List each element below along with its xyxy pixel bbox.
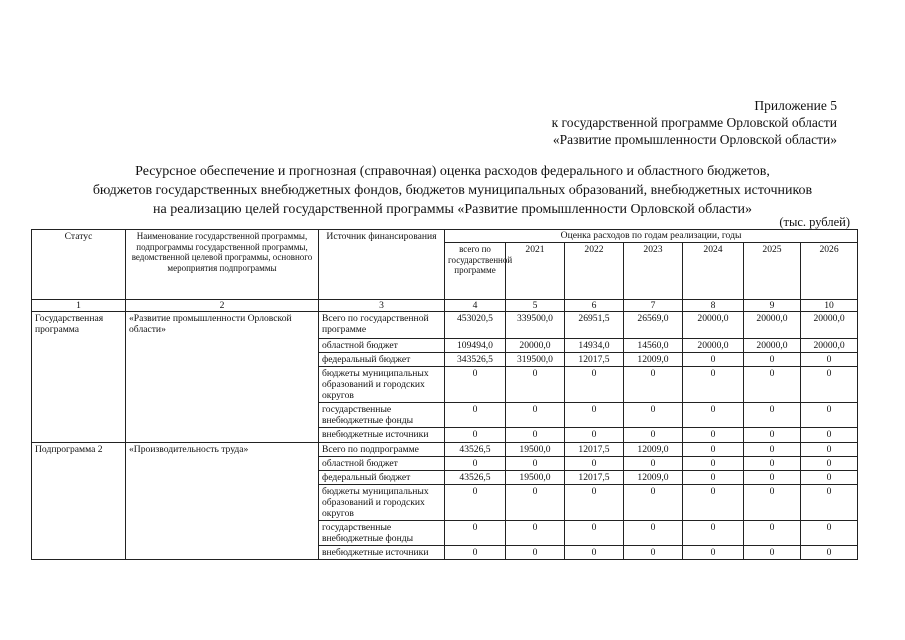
- amount-cell: 0: [801, 471, 858, 485]
- amount-cell: 0: [565, 546, 624, 560]
- amount-cell: 12017,5: [565, 353, 624, 367]
- amount-cell: 0: [565, 403, 624, 428]
- amount-cell: 20000,0: [683, 339, 744, 353]
- amount-cell: 0: [445, 403, 506, 428]
- amount-cell: 20000,0: [744, 312, 801, 339]
- amount-cell: 19500,0: [506, 443, 565, 457]
- column-number: 5: [506, 300, 565, 312]
- amount-cell: 0: [683, 521, 744, 546]
- funding-source-cell: Всего по государственной программе: [319, 312, 445, 339]
- appendix-line-2: к государственной программе Орловской области: [551, 115, 837, 130]
- amount-cell: 0: [445, 457, 506, 471]
- amount-cell: 20000,0: [683, 312, 744, 339]
- amount-cell: 0: [683, 485, 744, 521]
- amount-cell: 0: [744, 485, 801, 521]
- resource-table: [31, 229, 858, 560]
- amount-cell: 20000,0: [801, 312, 858, 339]
- amount-cell: 0: [624, 485, 683, 521]
- column-number: 7: [624, 300, 683, 312]
- amount-cell: 0: [801, 428, 858, 443]
- amount-cell: 0: [744, 546, 801, 560]
- units-label: (тыс. рублей): [779, 215, 850, 229]
- table-body: [32, 312, 858, 560]
- column-number-row: [32, 300, 858, 312]
- header-status: Статус: [32, 230, 126, 300]
- amount-cell: 319500,0: [506, 353, 565, 367]
- column-number: 10: [801, 300, 858, 312]
- column-number: 4: [445, 300, 506, 312]
- amount-cell: 0: [445, 485, 506, 521]
- funding-source-cell: государственные внебюджетные фонды: [319, 403, 445, 428]
- amount-cell: 109494,0: [445, 339, 506, 353]
- status-cell: Государственная программа: [32, 312, 126, 443]
- amount-cell: 12017,5: [565, 471, 624, 485]
- column-number: 9: [744, 300, 801, 312]
- title-line-3: на реализацию целей государственной программы «Развитие промышленности Орловской области»: [153, 202, 752, 217]
- header-year: 2025: [744, 243, 801, 300]
- program-name-cell: «Развитие промышленности Орловской области»: [126, 312, 319, 443]
- amount-cell: 0: [683, 403, 744, 428]
- header-name: Наименование государственной программы, подпрограммы государственной программы, ведомственной целевой программы, основного мероприятия подпрограммы: [126, 230, 319, 300]
- amount-cell: 0: [506, 403, 565, 428]
- funding-source-cell: бюджеты муниципальных образований и городских округов: [319, 485, 445, 521]
- funding-source-cell: областной бюджет: [319, 457, 445, 471]
- header-year: 2026: [801, 243, 858, 300]
- amount-cell: 0: [624, 367, 683, 403]
- header-estimate: Оценка расходов по годам реализации, годы: [445, 230, 858, 243]
- table-row: [32, 443, 858, 457]
- amount-cell: 0: [801, 521, 858, 546]
- amount-cell: 0: [506, 485, 565, 521]
- amount-cell: 0: [565, 428, 624, 443]
- amount-cell: 0: [683, 353, 744, 367]
- amount-cell: 0: [506, 367, 565, 403]
- funding-source-cell: внебюджетные источники: [319, 546, 445, 560]
- amount-cell: 20000,0: [801, 339, 858, 353]
- amount-cell: 0: [565, 457, 624, 471]
- amount-cell: 0: [744, 521, 801, 546]
- amount-cell: 0: [506, 521, 565, 546]
- amount-cell: 0: [624, 457, 683, 471]
- amount-cell: 0: [624, 521, 683, 546]
- status-cell: Подпрограмма 2: [32, 443, 126, 560]
- amount-cell: 12017,5: [565, 443, 624, 457]
- amount-cell: 20000,0: [506, 339, 565, 353]
- header-year: 2024: [683, 243, 744, 300]
- funding-source-cell: Всего по подпрограмме: [319, 443, 445, 457]
- amount-cell: 0: [624, 403, 683, 428]
- amount-cell: 0: [683, 428, 744, 443]
- amount-cell: 12009,0: [624, 443, 683, 457]
- appendix-note: [552, 97, 837, 148]
- funding-source-cell: областной бюджет: [319, 339, 445, 353]
- amount-cell: 0: [624, 428, 683, 443]
- amount-cell: 453020,5: [445, 312, 506, 339]
- amount-cell: 0: [744, 457, 801, 471]
- amount-cell: 0: [683, 471, 744, 485]
- funding-source-cell: государственные внебюджетные фонды: [319, 521, 445, 546]
- document-title: [30, 162, 875, 219]
- amount-cell: 0: [744, 353, 801, 367]
- amount-cell: 0: [744, 428, 801, 443]
- amount-cell: 43526,5: [445, 443, 506, 457]
- amount-cell: 0: [801, 367, 858, 403]
- amount-cell: 0: [445, 521, 506, 546]
- amount-cell: 343526,5: [445, 353, 506, 367]
- table-row: [32, 312, 858, 339]
- header-year: 2021: [506, 243, 565, 300]
- amount-cell: 0: [801, 485, 858, 521]
- amount-cell: 12009,0: [624, 471, 683, 485]
- amount-cell: 0: [744, 367, 801, 403]
- header-total: всего по государственной программе: [445, 243, 506, 300]
- funding-source-cell: федеральный бюджет: [319, 471, 445, 485]
- amount-cell: 0: [683, 546, 744, 560]
- amount-cell: 26569,0: [624, 312, 683, 339]
- appendix-line-3: «Развитие промышленности Орловской области»: [552, 132, 837, 147]
- header-year: 2023: [624, 243, 683, 300]
- amount-cell: 0: [801, 353, 858, 367]
- amount-cell: 0: [744, 403, 801, 428]
- amount-cell: 26951,5: [565, 312, 624, 339]
- amount-cell: 0: [445, 367, 506, 403]
- column-number: 1: [32, 300, 126, 312]
- funding-source-cell: федеральный бюджет: [319, 353, 445, 367]
- amount-cell: 0: [801, 546, 858, 560]
- funding-source-cell: внебюджетные источники: [319, 428, 445, 443]
- amount-cell: 0: [624, 546, 683, 560]
- amount-cell: 0: [506, 546, 565, 560]
- amount-cell: 0: [744, 471, 801, 485]
- funding-source-cell: бюджеты муниципальных образований и городских округов: [319, 367, 445, 403]
- amount-cell: 0: [801, 403, 858, 428]
- title-line-1: Ресурсное обеспечение и прогнозная (справочная) оценка расходов федерального и областного бюджетов,: [135, 164, 770, 179]
- amount-cell: 12009,0: [624, 353, 683, 367]
- amount-cell: 0: [801, 457, 858, 471]
- amount-cell: 0: [445, 428, 506, 443]
- program-name-cell: «Производительность труда»: [126, 443, 319, 560]
- column-number: 3: [319, 300, 445, 312]
- amount-cell: 0: [506, 457, 565, 471]
- amount-cell: 0: [683, 443, 744, 457]
- appendix-line-1: Приложение 5: [754, 98, 837, 113]
- amount-cell: 0: [801, 443, 858, 457]
- amount-cell: 339500,0: [506, 312, 565, 339]
- amount-cell: 0: [565, 485, 624, 521]
- column-number: 2: [126, 300, 319, 312]
- column-number: 8: [683, 300, 744, 312]
- header-source: Источник финансирования: [319, 230, 445, 300]
- amount-cell: 20000,0: [744, 339, 801, 353]
- amount-cell: 0: [683, 457, 744, 471]
- amount-cell: 43526,5: [445, 471, 506, 485]
- amount-cell: 0: [565, 367, 624, 403]
- column-number: 6: [565, 300, 624, 312]
- title-line-2: бюджетов государственных внебюджетных фондов, бюджетов муниципальных образований, внебюджетных источников: [92, 183, 813, 198]
- amount-cell: 0: [744, 443, 801, 457]
- amount-cell: 0: [683, 367, 744, 403]
- amount-cell: 0: [565, 521, 624, 546]
- header-year: 2022: [565, 243, 624, 300]
- amount-cell: 14560,0: [624, 339, 683, 353]
- amount-cell: 19500,0: [506, 471, 565, 485]
- amount-cell: 0: [445, 546, 506, 560]
- amount-cell: 0: [506, 428, 565, 443]
- amount-cell: 14934,0: [565, 339, 624, 353]
